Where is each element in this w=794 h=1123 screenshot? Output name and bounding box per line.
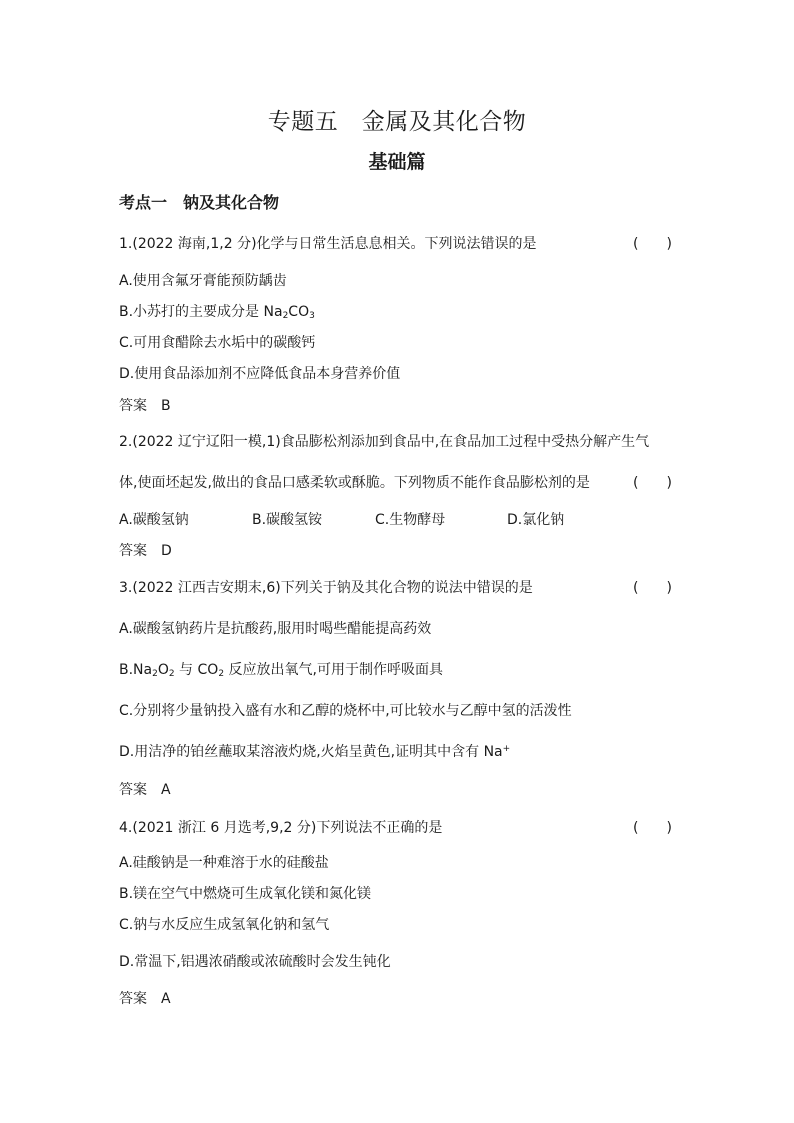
question-3-option-c: C.分别将少量钠投入盛有水和乙醇的烧杯中,可比较水与乙醇中氢的活泼性 [119, 703, 572, 719]
question-2-answer-blank: ( ) [633, 475, 672, 491]
question-2-option-c: C.生物酵母 [375, 512, 446, 528]
question-2-option-a: A.碳酸氢钠 [119, 512, 189, 528]
question-3-option-a: A.碳酸氢钠药片是抗酸药,服用时喝些醋能提高药效 [119, 621, 432, 637]
question-3-answer: 答案 A [119, 782, 171, 798]
question-1-option-b: B.小苏打的主要成分是 $Na_2CO_3$ [119, 304, 315, 321]
question-1-stem: 1.(2022 海南,1,2 分)化学与日常生活息息相关。下列说法错误的是 [119, 236, 537, 252]
question-2-stem-line-2: 体,使面坯起发,做出的食品口感柔软或酥脆。下列物质不能作食品膨松剂的是 [119, 475, 590, 491]
question-2-stem-line-1: 2.(2022 辽宁辽阳一模,1)食品膨松剂添加到食品中,在食品加工过程中受热分解产生气 [119, 434, 650, 450]
question-3-option-d: D.用洁净的铂丝蘸取某溶液灼烧,火焰呈黄色,证明其中含有 Na+ [119, 744, 511, 760]
question-2-answer: 答案 D [119, 543, 172, 559]
question-3-option-b: $B.Na_2O_2$ 与 $CO_2$ 反应放出氧气,可用于制作呼吸面具 [119, 662, 443, 679]
question-1-answer-blank: ( ) [633, 236, 672, 252]
question-4-option-d: D.常温下,铝遇浓硝酸或浓硫酸时会发生钝化 [119, 954, 391, 970]
question-1-option-d: D.使用食品添加剂不应降低食品本身营养价值 [119, 366, 401, 382]
page-title: 专题五 金属及其化合物 [267, 109, 527, 135]
page-subtitle: 基础篇 [368, 151, 426, 173]
question-4-option-a: A.硅酸钠是一种难溶于水的硅酸盐 [119, 855, 329, 871]
section-heading: 考点一 钠及其化合物 [119, 193, 280, 212]
question-2-option-d: D.氯化钠 [507, 512, 565, 528]
question-1-answer: 答案 B [119, 398, 171, 414]
question-4-answer: 答案 A [119, 991, 171, 1007]
question-4-option-c: C.钠与水反应生成氢氧化钠和氢气 [119, 917, 330, 933]
question-4-answer-blank: ( ) [633, 820, 672, 836]
question-1-option-c: C.可用食醋除去水垢中的碳酸钙 [119, 335, 316, 351]
question-2-option-b: B.碳酸氢铵 [252, 512, 323, 528]
question-4-option-b: B.镁在空气中燃烧可生成氧化镁和氮化镁 [119, 886, 372, 902]
question-1-option-a: A.使用含氟牙膏能预防龋齿 [119, 273, 287, 289]
question-3-answer-blank: ( ) [633, 580, 672, 596]
question-4-stem: 4.(2021 浙江 6 月选考,9,2 分)下列说法不正确的是 [119, 820, 443, 836]
question-3-stem: 3.(2022 江西吉安期末,6)下列关于钠及其化合物的说法中错误的是 [119, 580, 533, 596]
